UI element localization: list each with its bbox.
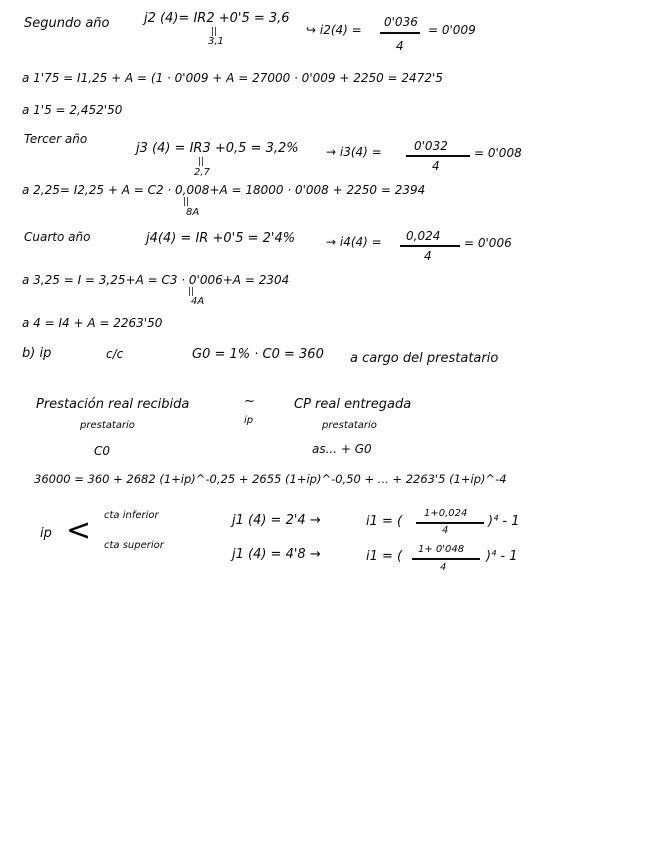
line-a-4: a 4 = I4 + A = 2263'50 — [22, 316, 163, 330]
frac-den-i2: 4 — [396, 39, 404, 53]
frac-num-i2: 0'036 — [384, 15, 418, 29]
frac-bar-i1-a — [416, 522, 484, 524]
equation-36000: 36000 = 360 + 2682 (1+ip)^-0,25 + 2655 (1+ip)^-0,50 + ... + 2263'5 (1+ip)^-4 — [34, 472, 507, 486]
eq-mark-j2: || — [211, 27, 218, 37]
frac-den-i4: 4 — [424, 249, 432, 263]
formula-j1-48: j1 (4) = 4'8 → — [232, 547, 321, 562]
eq-val-j3: 2,7 — [194, 167, 210, 178]
formula-i1-post-a: )⁴ - 1 — [488, 514, 520, 529]
label-prestatario-right: prestatario — [322, 420, 377, 431]
eq-val-j2: 3,1 — [208, 36, 224, 47]
frac-bar-i3 — [406, 155, 470, 157]
frac-den-i3: 4 — [432, 159, 440, 173]
formula-i1-pre-b: i1 = ( — [366, 549, 403, 564]
label-cp-real: CP real entregada — [294, 397, 412, 412]
line-a-1-75: a 1'75 = I1,25 + A = (1 · 0'009 + A = 27000 · 0'009 + 2250 = 2472'5 — [22, 71, 443, 85]
tilde-symbol: ~ — [244, 394, 255, 409]
formula-i1-pre-a: i1 = ( — [366, 514, 403, 529]
result-i3: = 0'008 — [474, 146, 522, 160]
formula-j2: j2 (4)= IR2 +0'5 = 3,6 — [144, 11, 290, 26]
eq-mark-j3: || — [198, 157, 205, 167]
label-cuarto-ano: Cuarto año — [24, 230, 91, 244]
label-b-ip: b) ip — [22, 346, 52, 361]
frac-bar-i2 — [380, 32, 420, 34]
eq-mark-c2: || — [183, 197, 190, 207]
frac-num-i4: 0,024 — [406, 229, 441, 243]
formula-j1-24: j1 (4) = 2'4 → — [232, 513, 321, 528]
label-prestatario-left: prestatario — [80, 420, 135, 431]
text-cic: c/c — [106, 347, 124, 361]
text-a-cargo: a cargo del prestatario — [350, 351, 499, 366]
less-than-bracket: < — [66, 513, 92, 548]
eq-val-c2: 8A — [186, 207, 200, 218]
label-segundo-ano: Segundo año — [24, 16, 110, 31]
eq-val-c3: 4A — [191, 296, 205, 307]
label-cta-superior: cta superior — [104, 540, 164, 551]
label-cta-inferior: cta inferior — [104, 510, 159, 521]
label-c0: C0 — [94, 444, 111, 458]
formula-j3: j3 (4) = IR3 +0,5 = 3,2% — [136, 141, 299, 156]
frac-num-i3: 0'032 — [414, 139, 448, 153]
frac-bar-i4 — [400, 245, 460, 247]
result-i4: = 0'006 — [464, 236, 512, 250]
label-prestacion-real: Prestación real recibida — [36, 397, 190, 412]
ip-label: ip — [40, 526, 52, 541]
label-tercer-ano: Tercer año — [24, 132, 88, 146]
formula-g0: G0 = 1% · C0 = 360 — [192, 347, 324, 362]
frac-bar-i1-b — [412, 558, 480, 560]
frac-den-i1-b: 4 — [440, 562, 447, 573]
rate-i4: → i4(4) = — [326, 235, 382, 249]
line-a-2-25: a 2,25= I2,25 + A = C2 · 0,008+A = 18000 · 0'008 + 2250 = 2394 — [22, 183, 426, 197]
line-a-3-25: a 3,25 = I = 3,25+A = C3 · 0'006+A = 2304 — [22, 273, 290, 287]
tilde-ip: ip — [244, 415, 254, 426]
rate-i2: ↪ i2(4) = — [306, 23, 362, 37]
frac-num-i1-a: 1+0,024 — [424, 508, 468, 519]
frac-den-i1-a: 4 — [442, 525, 449, 536]
line-a-1-5: a 1'5 = 2,452'50 — [22, 103, 123, 117]
eq-mark-c3: || — [188, 287, 195, 297]
rate-i3: → i3(4) = — [326, 145, 382, 159]
formula-j4: j4(4) = IR +0'5 = 2'4% — [146, 231, 296, 246]
result-i2: = 0'009 — [428, 23, 476, 37]
frac-num-i1-b: 1+ 0'048 — [418, 544, 465, 555]
formula-i1-post-b: )⁴ - 1 — [486, 549, 518, 564]
label-as-g0: as... + G0 — [312, 442, 372, 456]
